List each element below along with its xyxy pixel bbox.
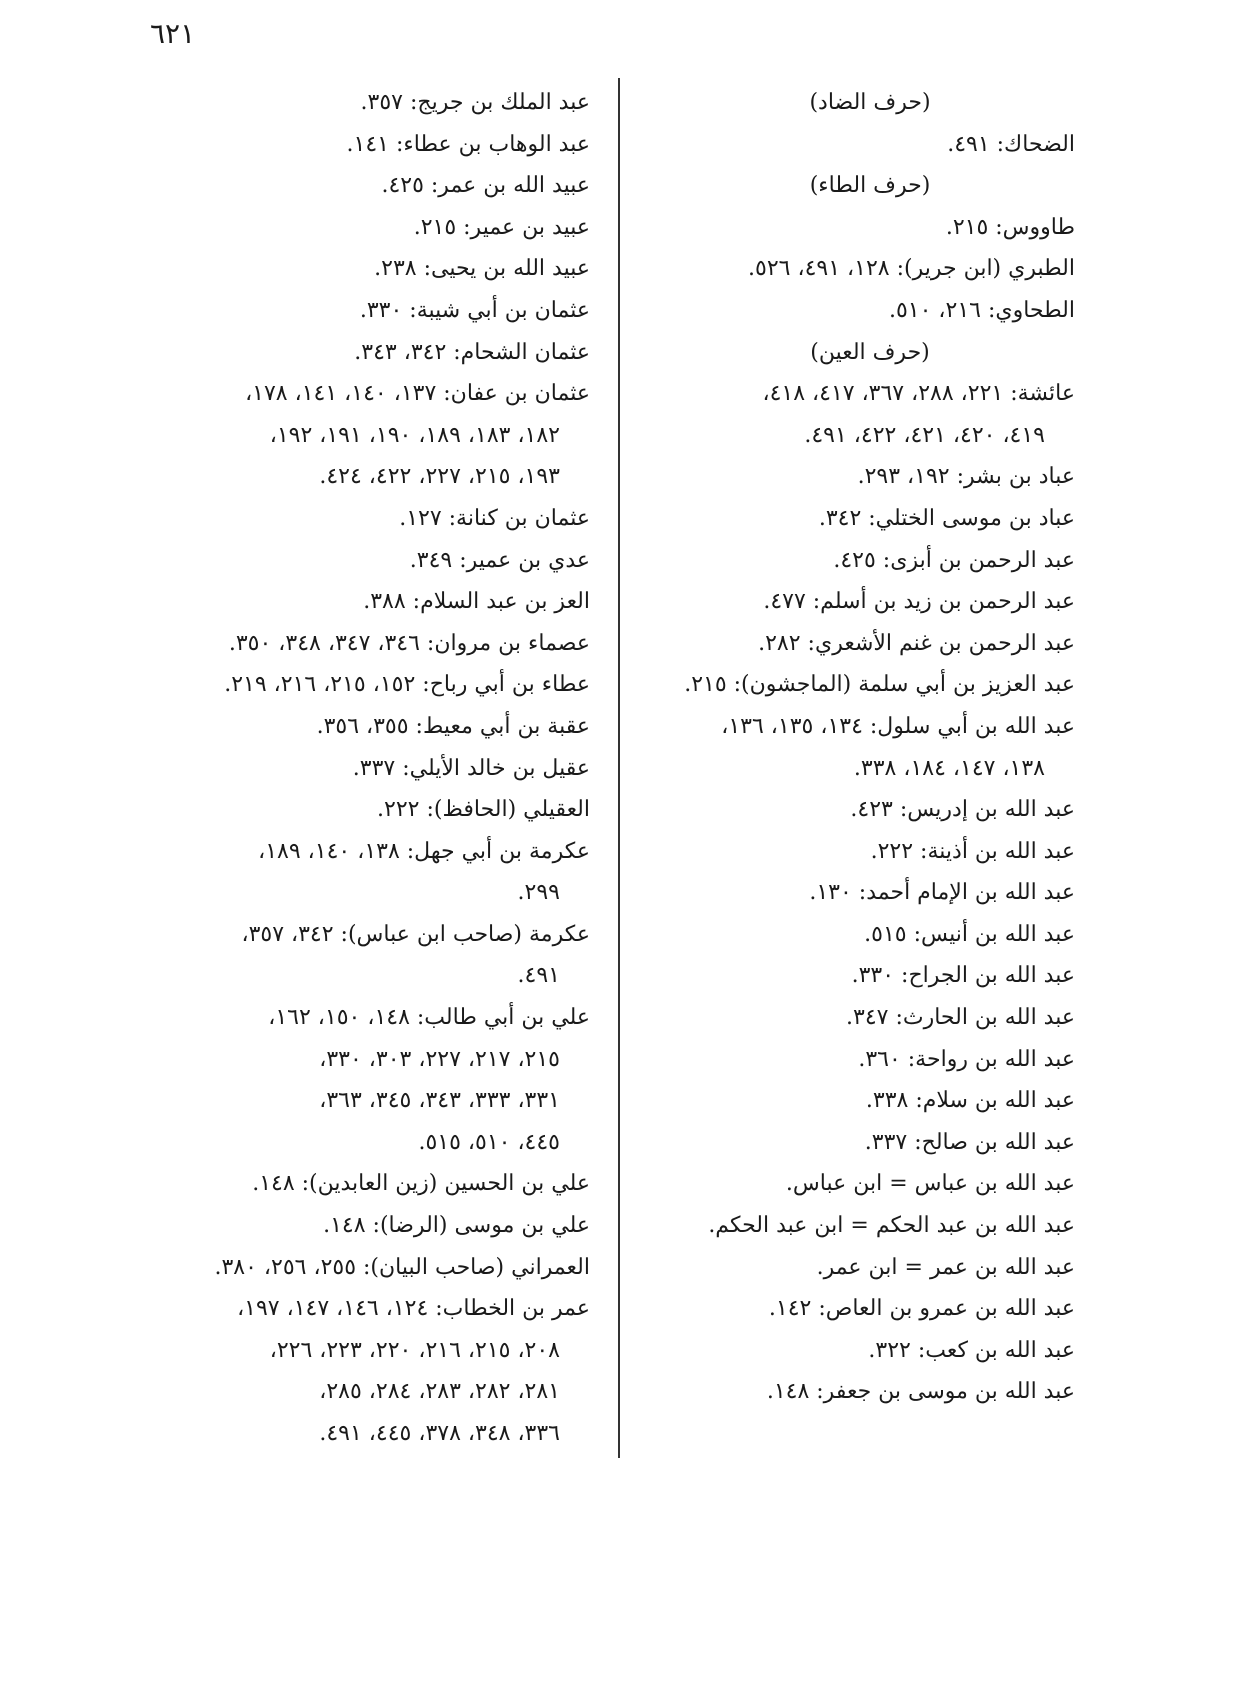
index-entry: عقيل بن خالد الأيلي: ٣٣٧. bbox=[352, 755, 590, 781]
index-entry: عبيد الله بن عمر: ٤٢٥. bbox=[381, 173, 590, 199]
index-entry-continuation: ٣٣١، ٣٣٣، ٣٤٣، ٣٤٥، ٣٦٣، bbox=[319, 1088, 560, 1114]
index-entry: عائشة: ٢٢١، ٢٨٨، ٣٦٧، ٤١٧، ٤١٨، bbox=[762, 381, 1075, 407]
index-entry: عبد الله بن أذينة: ٢٢٢. bbox=[870, 838, 1075, 864]
index-entry: العز بن عبد السلام: ٣٨٨. bbox=[363, 589, 590, 615]
index-entry-continuation: ١٣٨، ١٤٧، ١٨٤، ٣٣٨. bbox=[853, 755, 1045, 781]
index-entry: العقيلي (الحافظ): ٢٢٢. bbox=[377, 797, 590, 823]
index-entry-continuation: ٣٣٦، ٣٤٨، ٣٧٨، ٤٤٥، ٤٩١. bbox=[319, 1421, 560, 1446]
section-heading: (حرف الطاء) bbox=[809, 173, 931, 199]
index-entry: عبد الله بن الإمام أحمد: ١٣٠. bbox=[809, 880, 1075, 906]
index-entry: عبد الله بن أنيس: ٥١٥. bbox=[864, 921, 1075, 947]
index-entry: عبيد الله بن يحيى: ٢٣٨. bbox=[374, 256, 590, 282]
index-entry: علي بن أبي طالب: ١٤٨، ١٥٠، ١٦٢، bbox=[268, 1005, 590, 1031]
index-entry-continuation: ٢٨١، ٢٨٢، ٢٨٣، ٢٨٤، ٢٨٥، bbox=[319, 1379, 560, 1405]
index-entry: عكرمة (صاحب ابن عباس): ٣٤٢، ٣٥٧، bbox=[241, 921, 590, 947]
index-entry: الطبري (ابن جرير): ١٢٨، ٤٩١، ٥٢٦. bbox=[748, 256, 1075, 282]
index-entry: عكرمة بن أبي جهل: ١٣٨، ١٤٠، ١٨٩، bbox=[258, 838, 590, 864]
section-heading: (حرف الضاد) bbox=[809, 90, 931, 115]
index-entry: عبد الوهاب بن عطاء: ١٤١. bbox=[346, 131, 590, 157]
index-entry: عباد بن بشر: ١٩٢، ٢٩٣. bbox=[857, 464, 1075, 490]
index-entry: الضحاك: ٤٩١. bbox=[947, 131, 1075, 157]
index-entry: عبد الله بن عبد الحكم = ابن عبد الحكم. bbox=[708, 1213, 1075, 1239]
index-entry-continuation: ١٩٣، ٢١٥، ٢٢٧، ٤٢٢، ٤٢٤. bbox=[319, 464, 560, 490]
index-entry: عبد الله بن موسى بن جعفر: ١٤٨. bbox=[766, 1379, 1075, 1405]
index-entry: علي بن موسى (الرضا): ١٤٨. bbox=[323, 1213, 590, 1239]
index-entry-continuation: ٢١٥، ٢١٧، ٢٢٧، ٣٠٣، ٣٣٠، bbox=[319, 1046, 560, 1072]
index-entry: عبد الله بن رواحة: ٣٦٠. bbox=[858, 1046, 1075, 1072]
index-entry-continuation: ٢٩٩. bbox=[517, 880, 560, 906]
index-entry: عثمان بن عفان: ١٣٧، ١٤٠، ١٤١، ١٧٨، bbox=[245, 381, 590, 407]
index-entry-continuation: ٤٩١. bbox=[517, 963, 560, 989]
index-entry: طاووس: ٢١٥. bbox=[945, 214, 1075, 240]
index-entry: عبد الله بن صالح: ٣٣٧. bbox=[864, 1129, 1075, 1155]
index-entry: عبد الله بن إدريس: ٤٢٣. bbox=[850, 797, 1075, 823]
index-entry-continuation: ١٨٢، ١٨٣، ١٨٩، ١٩٠، ١٩١، ١٩٢، bbox=[269, 422, 560, 448]
index-entry: عبد الله بن الجراح: ٣٣٠. bbox=[851, 963, 1075, 989]
column-divider bbox=[618, 78, 620, 1458]
index-entry: عقبة بن أبي معيط: ٣٥٥، ٣٥٦. bbox=[316, 713, 590, 739]
index-entry: عباد بن موسى الختلي: ٣٤٢. bbox=[818, 505, 1075, 531]
index-entry: عبد الله بن عمر = ابن عمر. bbox=[816, 1254, 1075, 1280]
index-entry: عبد الرحمن بن غنم الأشعري: ٢٨٢. bbox=[758, 630, 1075, 656]
index-entry-continuation: ٤٤٥، ٥١٠، ٥١٥. bbox=[418, 1129, 560, 1155]
index-entry-continuation: ٤١٩، ٤٢٠، ٤٢١، ٤٢٢، ٤٩١. bbox=[804, 422, 1045, 448]
index-entry: الطحاوي: ٢١٦، ٥١٠. bbox=[888, 297, 1075, 323]
index-column-right bbox=[640, 82, 1075, 1413]
index-entry: عدي بن عمير: ٣٤٩. bbox=[409, 547, 590, 573]
index-entry: عثمان بن كنانة: ١٢٧. bbox=[399, 505, 590, 531]
index-entry: عطاء بن أبي رباح: ١٥٢، ٢١٥، ٢١٦، ٢١٩. bbox=[224, 672, 590, 698]
index-entry: عمر بن الخطاب: ١٢٤، ١٤٦، ١٤٧، ١٩٧، bbox=[237, 1296, 590, 1322]
section-heading: (حرف العين) bbox=[810, 339, 930, 365]
index-entry: عثمان الشحام: ٣٤٢، ٣٤٣. bbox=[354, 339, 590, 365]
index-entry: عبد الله بن سلام: ٣٣٨. bbox=[865, 1088, 1075, 1114]
page-number: ٦٢١ bbox=[150, 17, 196, 50]
index-entry: عبد الملك بن جريج: ٣٥٧. bbox=[360, 90, 590, 115]
index-entry: عبد الله بن كعب: ٣٢٢. bbox=[868, 1337, 1075, 1363]
index-entry: عبيد بن عمير: ٢١٥. bbox=[413, 214, 590, 240]
index-entry: عبد الله بن الحارث: ٣٤٧. bbox=[846, 1005, 1075, 1031]
index-entry-continuation: ٢٠٨، ٢١٥، ٢١٦، ٢٢٠، ٢٢٣، ٢٢٦، bbox=[269, 1337, 560, 1363]
index-column-left bbox=[165, 82, 590, 1455]
index-entry: عبد العزيز بن أبي سلمة (الماجشون): ٢١٥. bbox=[684, 672, 1075, 698]
index-entry: عبد الرحمن بن زيد بن أسلم: ٤٧٧. bbox=[763, 589, 1075, 615]
index-entry: عصماء بن مروان: ٣٤٦، ٣٤٧، ٣٤٨، ٣٥٠. bbox=[228, 630, 590, 656]
index-entry: علي بن الحسين (زين العابدين): ١٤٨. bbox=[252, 1171, 590, 1197]
index-entry: عبد الرحمن بن أبزى: ٤٢٥. bbox=[833, 547, 1075, 573]
index-entry: عبد الله بن عمرو بن العاص: ١٤٢. bbox=[768, 1296, 1075, 1322]
index-entry: عثمان بن أبي شيبة: ٣٣٠. bbox=[359, 297, 590, 323]
index-entry: العمراني (صاحب البيان): ٢٥٥، ٢٥٦، ٣٨٠. bbox=[214, 1254, 590, 1280]
index-entry: عبد الله بن عباس = ابن عباس. bbox=[785, 1171, 1075, 1197]
index-entry: عبد الله بن أبي سلول: ١٣٤، ١٣٥، ١٣٦، bbox=[721, 713, 1075, 739]
